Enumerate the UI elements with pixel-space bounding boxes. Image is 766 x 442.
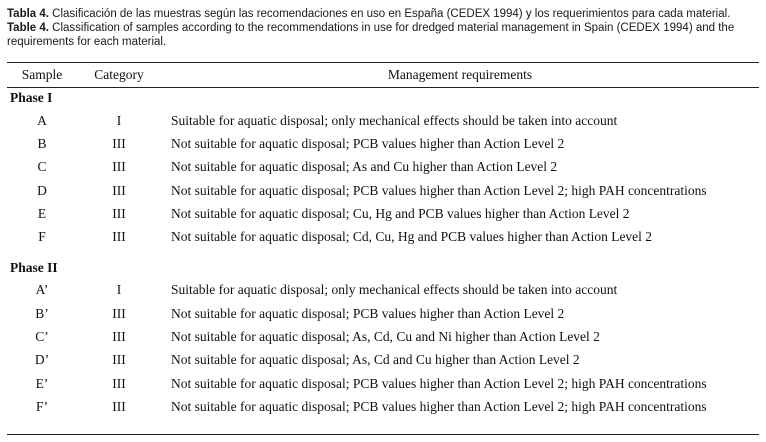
caption-english-text-2: requirements for each material. bbox=[7, 36, 167, 48]
requirement-cell: Suitable for aquatic disposal; only mechanical effects should be taken into account bbox=[171, 112, 618, 128]
phase-heading-row bbox=[7, 87, 759, 109]
table-row bbox=[7, 109, 759, 132]
classification-table bbox=[7, 62, 759, 419]
phase-heading: Phase I bbox=[10, 90, 53, 105]
sample-cell: A bbox=[37, 112, 47, 128]
sample-cell: F’ bbox=[35, 398, 48, 414]
category-cell: III bbox=[112, 229, 126, 245]
phase-spacer bbox=[7, 249, 759, 257]
category-cell: I bbox=[116, 282, 122, 298]
table-row bbox=[7, 372, 759, 395]
requirement-cell: Not suitable for aquatic disposal; As, Cd, Cu and Ni higher than Action Level 2 bbox=[171, 329, 600, 345]
sample-cell: F bbox=[38, 229, 46, 245]
table-row bbox=[7, 395, 759, 418]
table-row bbox=[7, 132, 759, 155]
sample-cell: C bbox=[37, 159, 47, 175]
phase-heading: Phase II bbox=[10, 259, 58, 275]
column-header-sample: Sample bbox=[21, 66, 63, 82]
sample-cell: D’ bbox=[34, 352, 50, 368]
table-row bbox=[7, 202, 759, 225]
requirement-cell: Not suitable for aquatic disposal; Cu, Hg and PCB values higher than Action Level 2 bbox=[171, 205, 630, 221]
category-cell: I bbox=[116, 112, 122, 128]
caption-english-text-1: Classification of samples according to the recommendations in use for dredged material management in Spain (CEDEX 1994) and the bbox=[48, 22, 735, 34]
bottom-rule bbox=[7, 434, 759, 435]
caption-english bbox=[7, 21, 759, 35]
category-cell: III bbox=[112, 182, 126, 198]
spacer-cell bbox=[7, 249, 759, 257]
category-cell: III bbox=[112, 205, 126, 221]
category-cell: III bbox=[112, 159, 126, 175]
column-header-category: Category bbox=[94, 66, 144, 82]
sample-cell: D bbox=[37, 182, 47, 198]
sample-cell: B bbox=[37, 135, 47, 151]
sample-cell: E bbox=[37, 205, 47, 221]
requirement-cell: Suitable for aquatic disposal; only mechanical effects should be taken into account bbox=[171, 282, 618, 298]
caption-english-label: Table 4. bbox=[7, 22, 49, 34]
requirement-cell: Not suitable for aquatic disposal; PCB values higher than Action Level 2 bbox=[171, 305, 565, 321]
table-row bbox=[7, 325, 759, 348]
sample-cell: E’ bbox=[35, 375, 49, 391]
category-cell: III bbox=[112, 398, 126, 414]
requirement-cell: Not suitable for aquatic disposal; PCB values higher than Action Level 2; high PAH concentrations bbox=[171, 375, 707, 391]
column-header-requirements: Management requirements bbox=[387, 66, 533, 82]
table-caption bbox=[7, 7, 759, 49]
requirement-cell: Not suitable for aquatic disposal; PCB values higher than Action Level 2 bbox=[171, 135, 565, 151]
header-row bbox=[7, 62, 759, 87]
table-row bbox=[7, 349, 759, 372]
table-row bbox=[7, 156, 759, 179]
caption-spanish-label: Tabla 4. bbox=[7, 8, 49, 20]
requirement-cell: Not suitable for aquatic disposal; PCB values higher than Action Level 2; high PAH concentrations bbox=[171, 182, 707, 198]
requirement-cell: Not suitable for aquatic disposal; PCB values higher than Action Level 2; high PAH concentrations bbox=[171, 398, 707, 414]
table-row bbox=[7, 179, 759, 202]
table-body bbox=[7, 87, 759, 419]
category-cell: III bbox=[112, 375, 126, 391]
requirement-cell: Not suitable for aquatic disposal; As, Cd and Cu higher than Action Level 2 bbox=[171, 352, 580, 368]
sample-cell: C’ bbox=[35, 329, 49, 345]
category-cell: III bbox=[112, 135, 126, 151]
phase-heading-row bbox=[7, 257, 759, 279]
sample-cell: A’ bbox=[35, 282, 49, 298]
category-cell: III bbox=[112, 305, 126, 321]
table-row bbox=[7, 302, 759, 325]
category-cell: III bbox=[112, 352, 126, 368]
requirement-cell: Not suitable for aquatic disposal; Cd, Cu, Hg and PCB values higher than Action Level 2 bbox=[171, 229, 653, 245]
requirement-cell: Not suitable for aquatic disposal; As and Cu higher than Action Level 2 bbox=[171, 159, 558, 175]
table-row bbox=[7, 279, 759, 302]
sample-cell: B’ bbox=[35, 305, 49, 321]
caption-spanish-text: Clasificación de las muestras según las recomendaciones en uso en España (CEDEX 1994) y los requerimientos para cada material. bbox=[48, 8, 731, 20]
category-cell: III bbox=[112, 329, 126, 345]
table-row bbox=[7, 225, 759, 248]
caption-spanish bbox=[7, 7, 759, 21]
